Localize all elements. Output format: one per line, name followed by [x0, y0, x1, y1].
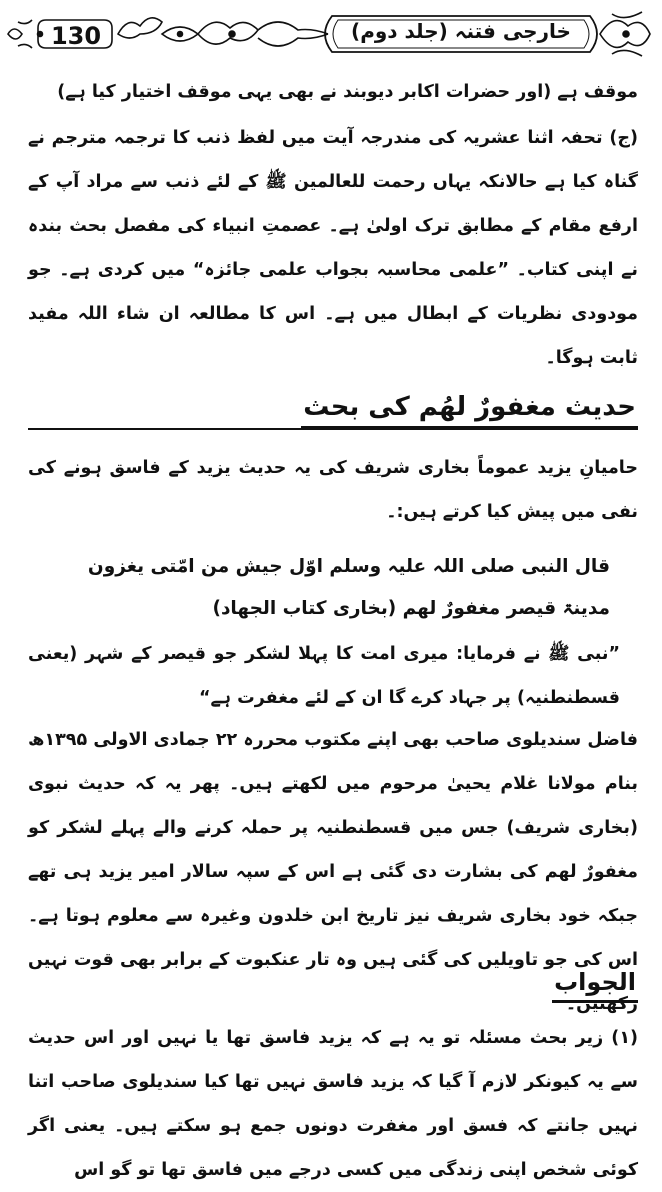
section-heading-hadith: [28, 390, 638, 430]
paragraph-supporters: [28, 446, 638, 534]
paragraph-stance: [28, 70, 638, 114]
page-header: [0, 0, 662, 66]
hadith-translation: [28, 632, 638, 720]
paragraph-tuhfa: [28, 116, 638, 380]
page-number: 130: [50, 22, 102, 50]
running-title: خارجی فتنہ (جلد دوم): [351, 19, 571, 43]
corner-flourish-icon: [600, 12, 650, 56]
arabic-line: قال النبی صلی اللہ علیہ وسلم اوّل جیش من امّتی یغزون: [87, 556, 610, 577]
paragraph-answer: [28, 1016, 638, 1192]
arabic-hadith: [28, 546, 638, 630]
paragraph-text: حامیانِ یزید عموماً بخاری شریف کی یہ حدیث یزید کے فاسق ہونے کی نفی میں پیش کیا کرتے ہیں:۔: [28, 458, 638, 522]
paragraph-text: (ج) تحفہ اثنا عشریہ کی مندرجہ آیت میں لفظ ذنب کا ترجمہ مترجم نے گناہ کیا ہے حالانکہ یہاں رحمت للعالمین ﷺ کے لئے ذنب سے مراد آپ کے ارفع مقام کے مطابق ترک اولیٰ ہے۔ عصمتِ انبیاء کی مفصل بحث بندہ نے اپنی کتاب۔ ”علمی محاسبہ بجواب علمی جائزہ“ میں کردی ہے۔ جو مودودی نظریات کے ابطال میں ہے۔ اس کا مطالعہ ان شاء اللہ مفید ثابت ہوگا۔: [28, 128, 638, 368]
floral-ornament-icon: [118, 18, 328, 46]
section-heading: الجواب: [552, 966, 638, 1003]
section-heading-answer: [28, 966, 638, 1003]
section-heading: حدیث مغفورٌ لھُم کی بحث: [301, 390, 638, 429]
paragraph-text: (۱) زیر بحث مسئلہ تو یہ ہے کہ یزید فاسق تھا یا نہیں اور اس حدیث سے یہ کیونکر لازم آ گیا کہ یزید فاسق نہیں تھا کیا سندیلوی صاحب اتنا نہیں جانتے کہ فسق اور مغفرت دونوں جمع ہو سکتے ہیں۔ یعنی اگر کوئی شخص اپنی زندگی میں کسی درجے میں فاسق تھا تو گو اس: [28, 1028, 638, 1180]
paragraph-text: ”نبی ﷺ نے فرمایا: میری امت کا پہلا لشکر جو قیصر کے شہر (یعنی قسطنطنیہ) پر جہاد کرے گا ان کے لئے مغفرت ہے“: [28, 644, 620, 708]
arabic-line: مدینۃ قیصر مغفورٌ لھم (بخاری کتاب الجھاد): [212, 598, 610, 619]
paragraph-text: موقف ہے (اور حضرات اکابر دیوبند نے بھی یہی موقف اختیار کیا ہے): [57, 82, 638, 102]
paragraph-text: فاضل سندیلوی صاحب بھی اپنے مکتوب محررہ ۲۲ جمادی الاولی ۱۳۹۵ھ بنام مولانا غلام یحییٰ مرحوم میں لکھتے ہیں۔ پھر یہ کہ حدیث نبوی (بخاری شریف) جس میں قسطنطنیہ پر حملہ کرنے والے پہلے لشکر کو مغفورٌ لھم کی بشارت دی گئی ہے اس کے سپہ سالار امیر یزید ہی تھے جبکہ خود بخاری شریف نیز تاریخ ابن خلدون وغیرہ سے معلوم ہوتا ہے۔ اس کی جو تاویلیں کی گئی ہیں وہ تار عنکبوت کے برابر بھی قوت نہیں رکھتیں۔: [28, 730, 638, 1014]
